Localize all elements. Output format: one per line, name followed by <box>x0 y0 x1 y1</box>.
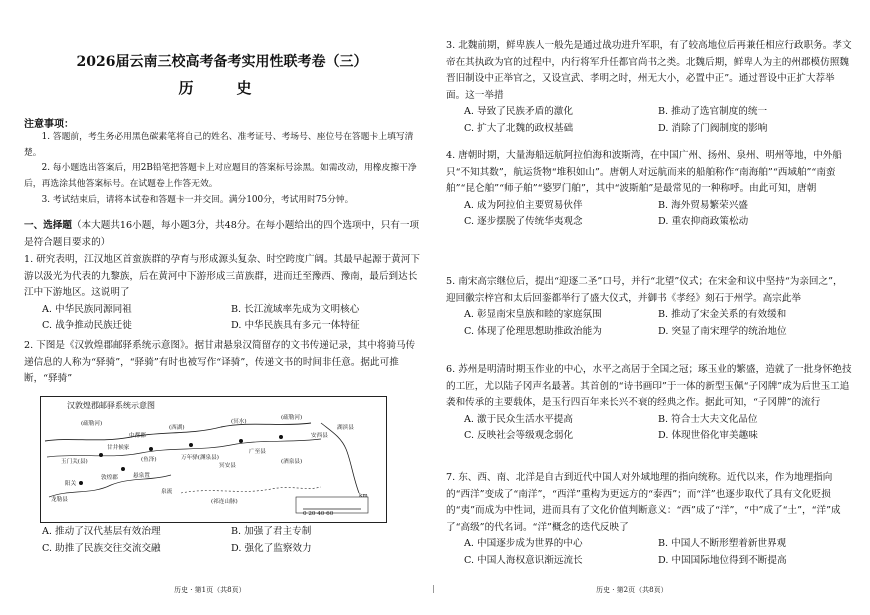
site-marker <box>99 453 103 457</box>
map-label: 阳关 <box>65 481 77 487</box>
site-marker <box>121 467 125 471</box>
option-c: C. 体现了伦理思想助推政治能为 <box>464 325 602 337</box>
option-c: C. 助推了民族交往交流交融 <box>42 542 161 554</box>
site-marker <box>239 439 243 443</box>
page-divider <box>433 585 434 593</box>
question-5 <box>446 274 852 340</box>
map-label: (冥水) <box>231 419 247 425</box>
map-label: 中都郡 <box>129 433 146 439</box>
map-label: 安西县 <box>311 433 328 439</box>
option-d: D. 突显了南宋理学的统治地位 <box>658 325 787 337</box>
option-b: B. 中国人不断形塑着新世界观 <box>658 538 787 549</box>
question-stem: 1. 研究表明，江汉地区首蛮族群的孕育与形成源头复杂、时空跨度广阔。其最早起源于黄河下游以汲光为代表的九黎族，后在黄河中下游形成三苗族群，进而迁至豫西、豫南，最后到达长江中下游地区。这说明了 <box>24 254 420 298</box>
option-b: B. 推动了宋金关系的有效缓和 <box>658 309 787 320</box>
site-marker <box>279 435 283 439</box>
question-stem: 4. 唐朝时期，大量海船远航阿拉伯海和波斯湾，在中国广州、扬州、泉州、明州等地，中外船只“不知其数”，航运货物“堆积如山”。唐朝人对远航而来的船舶称作“南海舶”“西域舶”“南蛮舶”“昆仑舶”“师子舶”“婆罗门舶”，其中“波斯舶”是最常见的一种称呼。由此可知，唐朝 <box>446 150 842 194</box>
map-label: km <box>359 493 368 499</box>
note-item: 1. 答题前，考生务必用黑色碳素笔将自己的姓名、准考证号、考场号、座位号在答题卡上填写清楚。 <box>24 132 414 158</box>
notes-heading: 注意事项： <box>24 119 74 130</box>
map-label: 玉门关(县) <box>61 459 88 465</box>
note-item: 2. 每小题选出答案后，用2B铅笔把答题卡上对应题目的答案标号涂黑。如需改动，用橡皮擦干净后，再选涂其他答案标号。在试题卷上作答无效。 <box>24 163 417 189</box>
map-label: 悬泉置 <box>133 473 150 479</box>
map-label: (疏勒河) <box>281 415 303 421</box>
options <box>446 307 852 340</box>
question-1 <box>24 252 420 335</box>
question-6 <box>446 362 852 445</box>
question-stem: 7. 东、西、南、北洋是自古到近代中国人对外域地理的指向统称。近代以来，作为地理指向的“西洋”变成了“南洋”，“西洋”重构为更远方的“泰西”；而“洋”也逐步取代了具有文化贬损的“夷”而成为中性词，进而具有了文化价值判断意义：“西”成了“洋”，“中”成了“土”，“洋”成了“高级”的代名词。“洋”概念的迭代反映了 <box>446 472 841 533</box>
site-marker <box>189 443 193 447</box>
map-label: 冥安县 <box>219 463 236 469</box>
notes-list <box>24 130 420 208</box>
option-d: D. 体现世俗化审美趣味 <box>658 430 758 441</box>
option-b: B. 符合士大夫文化品位 <box>658 413 758 425</box>
question-stem: 2. 下图是《汉敦煌郡邮驿系统示意图》。据甘肃悬泉汉简留存的文书传递记录，其中将骑马传递信息的人称为“驿骑”，“驿骑”有时也被写作“译骑”，传递文书的时间非任意。据此可推断，“驿骑” <box>24 340 416 384</box>
options <box>446 104 852 137</box>
option-b: B. 海外贸易繁荣兴盛 <box>658 199 748 211</box>
options <box>24 524 420 557</box>
option-c: C. 战争推动民族迁徙 <box>42 320 132 331</box>
option-d: D. 强化了监察效力 <box>231 542 312 554</box>
option-b: B. 推动了选官制度的统一 <box>658 106 768 117</box>
map-label: 广至县 <box>249 449 266 455</box>
option-a: A. 彰显南宋皇族和睦的家庭氛围 <box>464 309 602 320</box>
option-d: D. 中华民族具有多元一体特征 <box>231 320 360 331</box>
section-heading: 一、选择题 <box>24 220 72 231</box>
option-c: C. 扩大了北魏的政权基础 <box>464 122 574 134</box>
question-2 <box>24 338 420 388</box>
map-label: (疏勒河) <box>81 421 103 427</box>
question-7 <box>446 470 852 569</box>
question-2-options <box>24 524 420 557</box>
option-b: B. 长江流域率先成为文明核心 <box>231 303 360 315</box>
option-b: B. 加强了君主专制 <box>231 526 312 537</box>
map-label: 敦煌郡 <box>101 475 118 481</box>
site-marker <box>149 447 153 451</box>
map-label: 甘井候家 <box>107 445 130 451</box>
map-label: 万年驿(渊泉县) <box>181 455 219 461</box>
section-desc: （本大题共16小题，每小题3分，共48分。在每小题给出的四个选项中，只有一项是符合题目要求的） <box>24 220 420 248</box>
dunhuang-postal-map <box>40 396 387 523</box>
map-label: (鱼泽) <box>141 457 157 463</box>
options <box>446 536 852 569</box>
question-stem: 5. 南宋高宗继位后，提出“迎逐二圣”口号，并行“北望”仪式；在宋金和议中坚持“为亲回之”，迎回徽宗梓宫和太后回銮都举行了盛大仪式，并御书《孝经》刻石于州学。高宗此举 <box>446 276 843 304</box>
map-label: 0 20 40 60 <box>303 511 334 517</box>
map-label: (西湖) <box>169 425 185 431</box>
map-label: 龙勒县 <box>51 497 68 503</box>
map-label: 泉流 <box>161 489 173 495</box>
page-footer-left: 历史 · 第1页（共8页） <box>174 586 246 594</box>
option-d: D. 消除了门阀制度的影响 <box>658 122 768 134</box>
section-header <box>24 218 420 251</box>
map-title: 汉敦煌郡邮驿系统示意图 <box>67 401 155 410</box>
option-c: C. 逐步摆脱了传统华夷观念 <box>464 216 583 227</box>
option-d: D. 重农抑商政策松动 <box>658 216 749 227</box>
question-stem: 3. 北魏前期，鲜卑族人一般先是通过战功进升军职，有了较高地位后再兼任相应行政职务。孝文帝在其执政为官的过程中，内行将军升任都官尚书之类。北魏后期，鲜卑人为主的州郡模仿照魏晋旧制设中正举官之，又设宣武、孝明之时，州无大小，必置中正”。通过晋设中正扩大荐举面。这一举措 <box>446 40 852 101</box>
option-a: A. 成为阿拉伯主要贸易伙伴 <box>464 199 583 211</box>
site-marker <box>79 481 83 485</box>
option-a: A. 导致了民族矛盾的激化 <box>464 106 573 117</box>
mountain-line <box>181 487 321 493</box>
option-a: A. 中国逐步成为世界的中心 <box>464 538 583 549</box>
option-c: C. 反映社会等级观念弱化 <box>464 430 574 441</box>
option-a: A. 激于民众生活水平提高 <box>464 413 573 425</box>
options <box>24 302 420 335</box>
exam-title: 2026届云南三校高考备考实用性联考卷（三） <box>76 54 368 70</box>
map-label: (祁连山脉) <box>211 499 238 505</box>
question-stem: 6. 苏州是明清时期玉作业的中心，水平之高居于全国之冠；琢玉业的繁盛，造就了一批身怀绝技的工匠，尤以陆子冈声名最著。其首创的“诗书画印”于一体的新型玉佩“子冈牌”成为后世玉工追袭和传承的主要载体，是玉行四百年来长兴不衰的经典之作。据此可知，“子冈牌”的流行 <box>446 364 852 408</box>
options <box>446 198 852 231</box>
page-footer-right: 历史 · 第2页（共8页） <box>596 586 668 594</box>
options <box>446 412 852 445</box>
subject-title: 历 史 <box>178 79 266 97</box>
option-c: C. 中国人海权意识渐远流长 <box>464 554 583 566</box>
option-d: D. 中国国际地位得到不断提高 <box>658 554 787 566</box>
option-a: A. 推动了汉代基层有效治理 <box>42 526 161 537</box>
question-4 <box>446 148 852 231</box>
note-item: 3. 考试结束后，请将本试卷和答题卡一并交回。满分100分，考试用时75分钟。 <box>41 194 354 205</box>
option-a: A. 中华民族同源同祖 <box>42 303 132 315</box>
map-label: (酒泉县) <box>281 459 303 465</box>
map-label: 湖滨县 <box>337 425 354 431</box>
question-3 <box>446 38 852 137</box>
